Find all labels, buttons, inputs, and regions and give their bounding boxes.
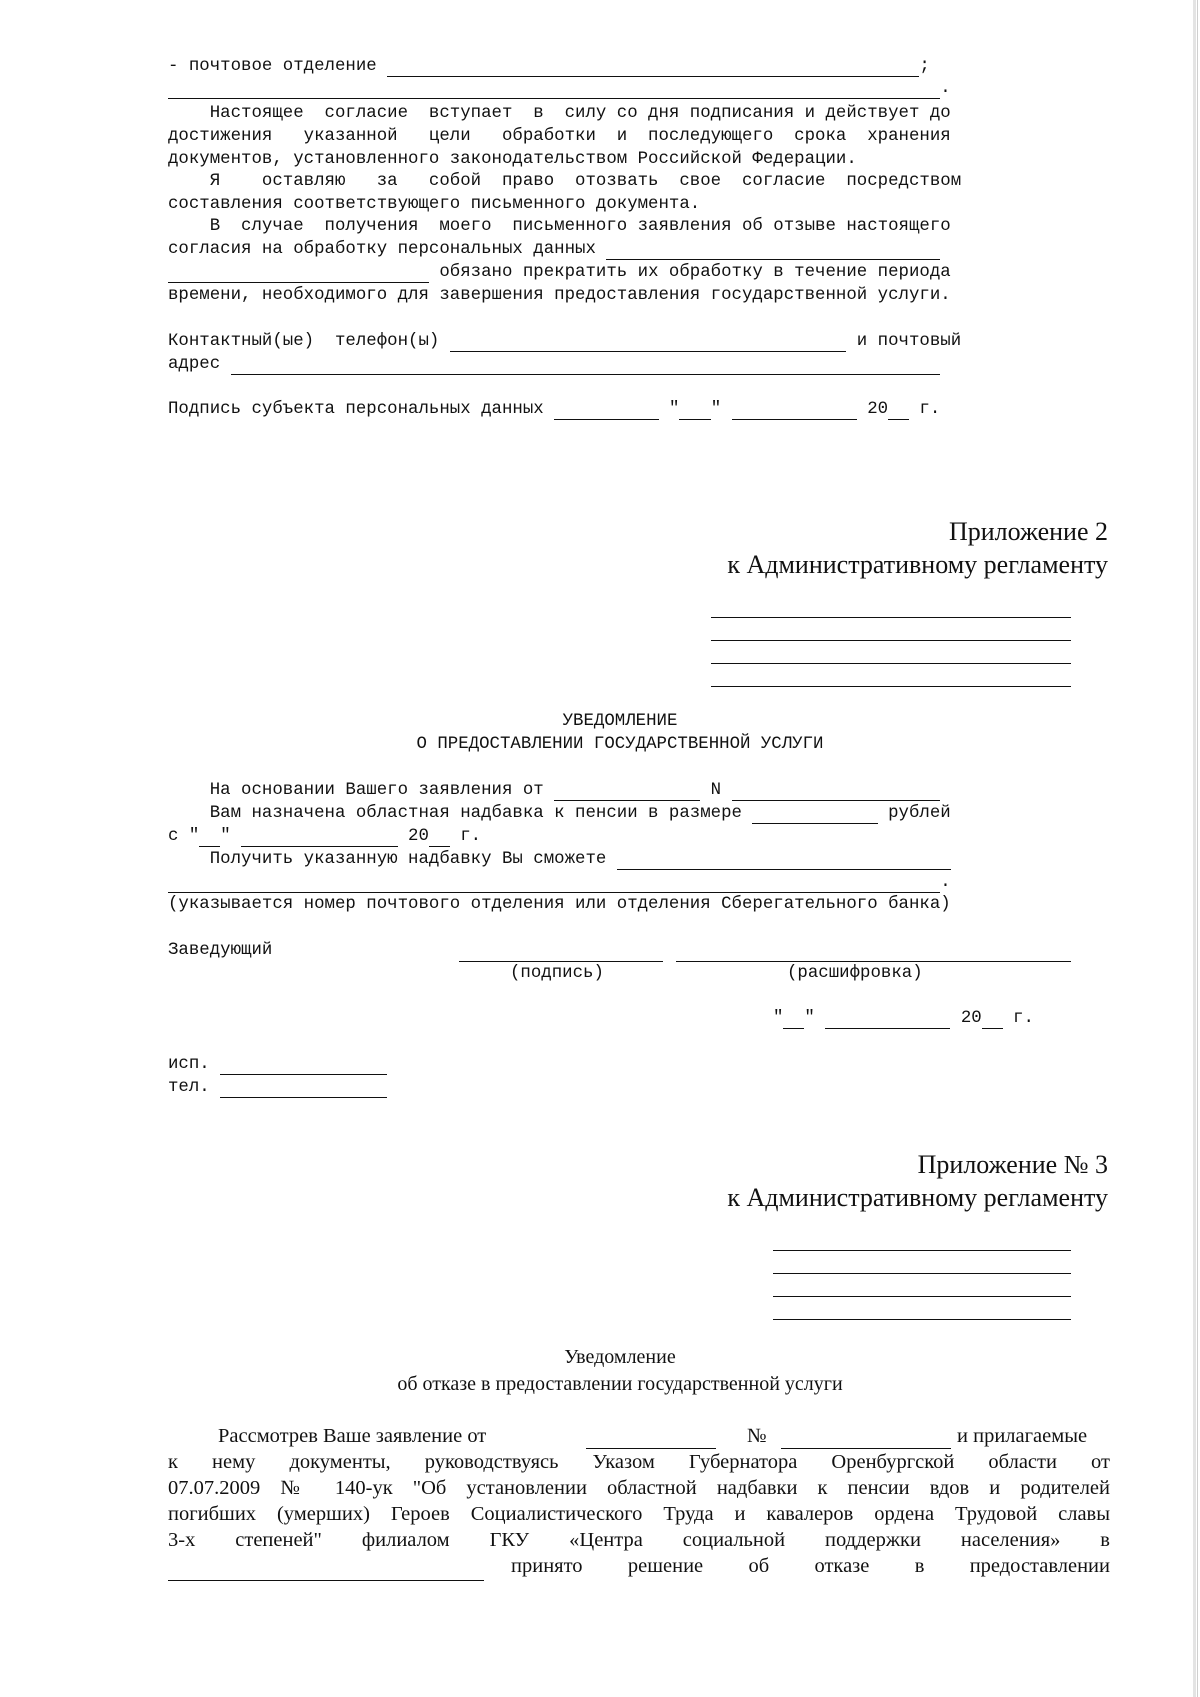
consent-text-line: В случае получения моего письменного заявления об отзыве настоящего [168,217,951,236]
month-blank [732,400,857,420]
consent-text-line: обязано прекратить их обработку в течение периода [168,262,1072,285]
appendix-3-title: Приложение № 3 [917,1150,1108,1179]
addressee-line [711,640,1071,641]
subject-signature-line: Подпись субъекта персональных данных " " 20 г. [168,400,941,419]
refusal-text-line: 3-х степеней" филиалом ГКУ «Центра социальной поддержки населения» в [168,1529,1110,1551]
start-month-blank [241,827,398,847]
office-hint: (указывается номер почтового отделения или отделения Сберегательного банка) [168,895,951,914]
operator-name-blank [168,263,429,283]
notice-heading: УВЕДОМЛЕНИЕ [562,712,678,731]
contacts-line: Контактный(ые) телефон(ы) и почтовый [168,332,962,351]
notice-line: . [168,872,1072,895]
refusal-line-1-end: и прилагаемые [957,1425,1088,1447]
executor-phone-blank [220,1078,387,1098]
operator-blank [606,240,940,260]
address-line: адрес [168,354,1072,377]
refusal-number-sign: № [747,1425,767,1447]
office-blank-continued [168,873,940,893]
notice-day-blank [783,1009,804,1029]
appendix-2-subtitle: к Административному регламенту [727,550,1108,579]
refusal-heading: Уведомление [564,1346,676,1368]
addressee-line [773,1319,1071,1320]
day-blank [679,400,710,420]
office-blank [617,850,951,870]
consent-text-line: составления соответствующего письменного документа. [168,195,701,214]
refusal-text-line: погибших (умерших) Героев Социалистического Труда и кавалеров ордена Трудовой славы [168,1503,1110,1525]
amount-blank [752,804,877,824]
refusal-subheading: об отказе в предоставлении государственной услуги [397,1373,843,1395]
addressee-line [773,1250,1071,1251]
notice-subheading: О ПРЕДОСТАВЛЕНИИ ГОСУДАРСТВЕННОЙ УСЛУГИ [416,735,824,754]
addressee-line [711,686,1071,687]
notice-month-blank [825,1009,950,1029]
head-name-line [676,961,1071,962]
notice-year-blank [982,1009,1003,1029]
year-blank [888,400,909,420]
notice-line: с " " 20 г. [168,827,482,846]
consent-text-line: Я оставляю за собой право отозвать свое согласие посредством [168,172,962,191]
phone-line: тел. [168,1077,1072,1100]
appendix-2-title: Приложение 2 [948,517,1108,546]
executor-blank [220,1055,387,1075]
branch-blank [168,1580,484,1581]
consent-text-line: документов, установленного законодательством Российской Федерации. [168,150,857,169]
application-date-blank [554,781,700,801]
decode-caption: (расшифровка) [787,964,923,983]
notice-date-line: " " 20 г. [773,1009,1034,1028]
consent-text-line: согласия на обработку персональных данных [168,239,1072,262]
blank-line: . [168,78,1072,101]
consent-text-line: времени, необходимого для завершения предоставления государственной услуги. [168,286,951,305]
phone-blank [450,332,847,352]
post-office-line: - почтовое отделение ; [168,57,930,76]
consent-text-line: Настоящее согласие вступает в силу со дня подписания и действует до [168,104,951,123]
consent-text-line: достижения указанной цели обработки и последующего срока хранения [168,127,951,146]
address-blank [231,355,941,375]
appendix-3-subtitle: к Административному регламенту [727,1183,1108,1212]
notice-line: Вам назначена областная надбавка к пенсии в размере рублей [168,804,951,823]
scan-page-edge-line [1197,0,1198,1697]
blank-line-rule [168,79,940,99]
signature-blank [554,400,658,420]
post-office-blank [387,57,919,77]
notice-line: На основании Вашего заявления от N [168,780,1072,803]
signature-caption: (подпись) [510,964,604,983]
refusal-text-line: 07.07.2009 № 140-ук "Об установлении областной надбавки к пенсии вдов и родителей [168,1477,1110,1499]
executor-line: исп. [168,1054,1072,1077]
addressee-line [773,1296,1071,1297]
refusal-text-line: к нему документы, руководствуясь Указом Губернатора Оренбургской области от [168,1451,1110,1473]
addressee-line [711,617,1071,618]
addressee-line [711,663,1071,664]
start-day-blank [199,827,220,847]
scan-page-edge [1193,0,1196,1697]
notice-line: Получить указанную надбавку Вы сможете [168,849,1072,872]
head-signature-line [459,961,663,962]
refusal-line-1-start: Рассмотрев Ваше заявление от [218,1425,487,1447]
application-number-blank [732,781,941,801]
head-label: Заведующий [168,941,273,960]
addressee-line [773,1273,1071,1274]
refusal-text-line: принято решение об отказе в предоставлении [511,1555,1110,1577]
start-year-blank [429,827,450,847]
